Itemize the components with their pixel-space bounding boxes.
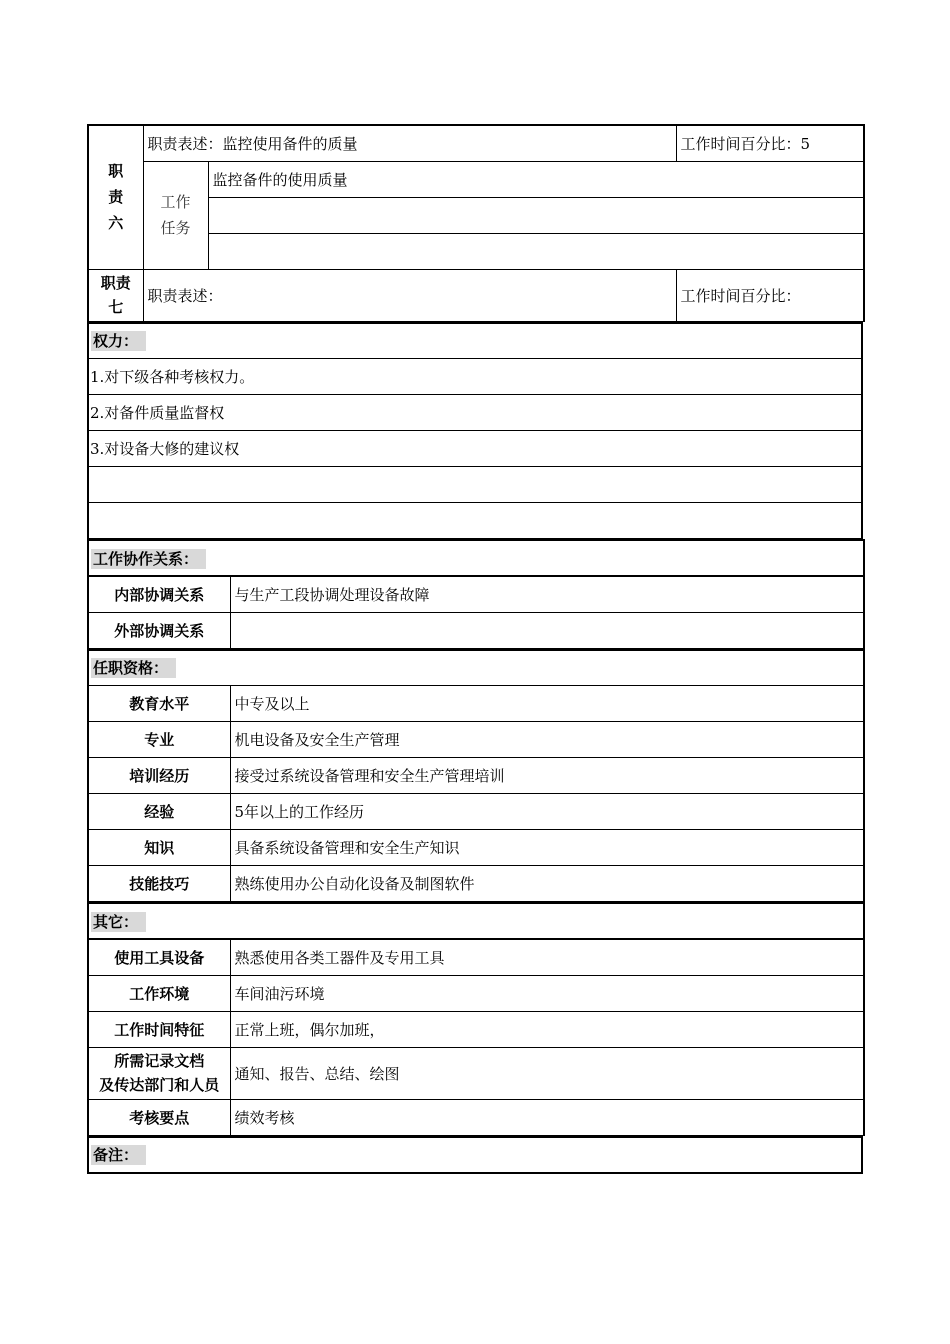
qualifications-heading: 任职资格：: [88, 650, 864, 686]
power-item: 1.对下级各种考核权力。: [88, 359, 862, 395]
qualification-label: 教育水平: [88, 686, 230, 722]
remarks-heading: 备注：: [88, 1137, 862, 1173]
other-label: 工作环境: [88, 975, 230, 1011]
task-item: [208, 197, 864, 233]
qualification-label: 知识: [88, 830, 230, 866]
power-item: [88, 503, 862, 539]
qualification-label: 专业: [88, 722, 230, 758]
duty-seven-time-percent: 工作时间百分比：: [676, 269, 864, 321]
duty-six-description: 职责表述：监控使用备件的质量: [143, 125, 676, 161]
qualification-value: 机电设备及安全生产管理: [230, 722, 864, 758]
duties-table: [87, 124, 865, 322]
other-value: 绩效考核: [230, 1099, 864, 1135]
qualification-value: 接受过系统设备管理和安全生产管理培训: [230, 758, 864, 794]
qualification-label: 经验: [88, 794, 230, 830]
task-label: 工作 任务: [143, 161, 208, 269]
task-item: [208, 233, 864, 269]
duty-seven-title: 职责 七: [88, 269, 143, 321]
other-value: 通知、报告、总结、绘图: [230, 1047, 864, 1099]
qualification-label: 培训经历: [88, 758, 230, 794]
qualification-value: 具备系统设备管理和安全生产知识: [230, 830, 864, 866]
cooperation-table: [87, 539, 865, 649]
other-value: 车间油污环境: [230, 975, 864, 1011]
qualification-value: 5年以上的工作经历: [230, 794, 864, 830]
qualification-label: 技能技巧: [88, 866, 230, 902]
qualification-value: 熟练使用办公自动化设备及制图软件: [230, 866, 864, 902]
qualification-value: 中专及以上: [230, 686, 864, 722]
other-label: 使用工具设备: [88, 939, 230, 975]
other-label: 考核要点: [88, 1099, 230, 1135]
duty-six-title: 职 责 六: [88, 125, 143, 269]
other-heading: 其它：: [88, 903, 864, 939]
external-coordination-label: 外部协调关系: [88, 612, 230, 648]
remarks-table: [87, 1136, 863, 1174]
task-item: 监控备件的使用质量: [208, 161, 864, 197]
power-item: 2.对备件质量监督权: [88, 395, 862, 431]
other-value: 熟悉使用各类工器件及专用工具: [230, 939, 864, 975]
other-label: 所需记录文档 及传达部门和人员: [88, 1047, 230, 1099]
internal-coordination-value: 与生产工段协调处理设备故障: [230, 576, 864, 612]
internal-coordination-label: 内部协调关系: [88, 576, 230, 612]
duty-six-time-percent: 工作时间百分比：5: [676, 125, 864, 161]
other-label: 工作时间特征: [88, 1011, 230, 1047]
qualifications-table: [87, 649, 865, 903]
other-value: 正常上班，偶尔加班，: [230, 1011, 864, 1047]
powers-table: [87, 322, 863, 540]
external-coordination-value: [230, 612, 864, 648]
powers-heading: 权力：: [88, 323, 862, 359]
power-item: 3.对设备大修的建议权: [88, 431, 862, 467]
duty-seven-description: 职责表述：: [143, 269, 676, 321]
other-table: [87, 902, 865, 1136]
job-description-form: [87, 124, 863, 1174]
cooperation-heading: 工作协作关系：: [88, 540, 864, 576]
power-item: [88, 467, 862, 503]
